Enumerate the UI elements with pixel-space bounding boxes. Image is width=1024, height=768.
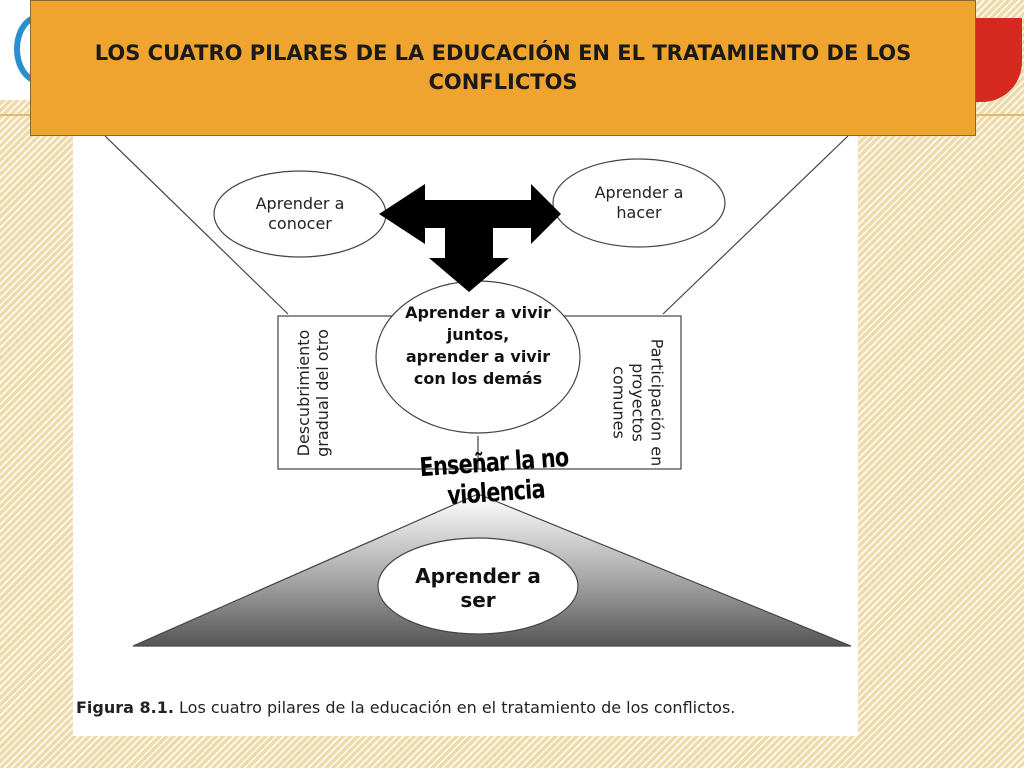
label-descubrimiento: Descubrimiento gradual del otro — [294, 329, 332, 457]
slide-title: LOS CUATRO PILARES DE LA EDUCACIÓN EN EL TRATAMIENTO DE LOS CONFLICTOS — [94, 41, 912, 94]
banner-no-violencia: Enseñar la no violencia — [418, 442, 570, 512]
label-aprender-vivir: Aprender a vivir juntos, aprender a vivir con los demás — [405, 303, 551, 388]
figure-panel — [73, 136, 858, 736]
caption-text: Los cuatro pilares de la educación en el tratamiento de los conflictos. — [173, 698, 736, 717]
figure-caption — [76, 698, 856, 717]
diagram-graphics — [73, 136, 858, 736]
label-aprender-conocer: Aprender a conocer — [255, 194, 345, 233]
caption-label: Figura 8.1. — [76, 698, 174, 717]
label-aprender-hacer: Aprender a hacer — [594, 183, 684, 222]
label-aprender-ser: Aprender a ser — [415, 564, 541, 612]
title-box — [30, 0, 976, 136]
t-arrow-icon — [379, 184, 561, 292]
label-participacion: Participación en proyectos comunes — [609, 338, 667, 467]
